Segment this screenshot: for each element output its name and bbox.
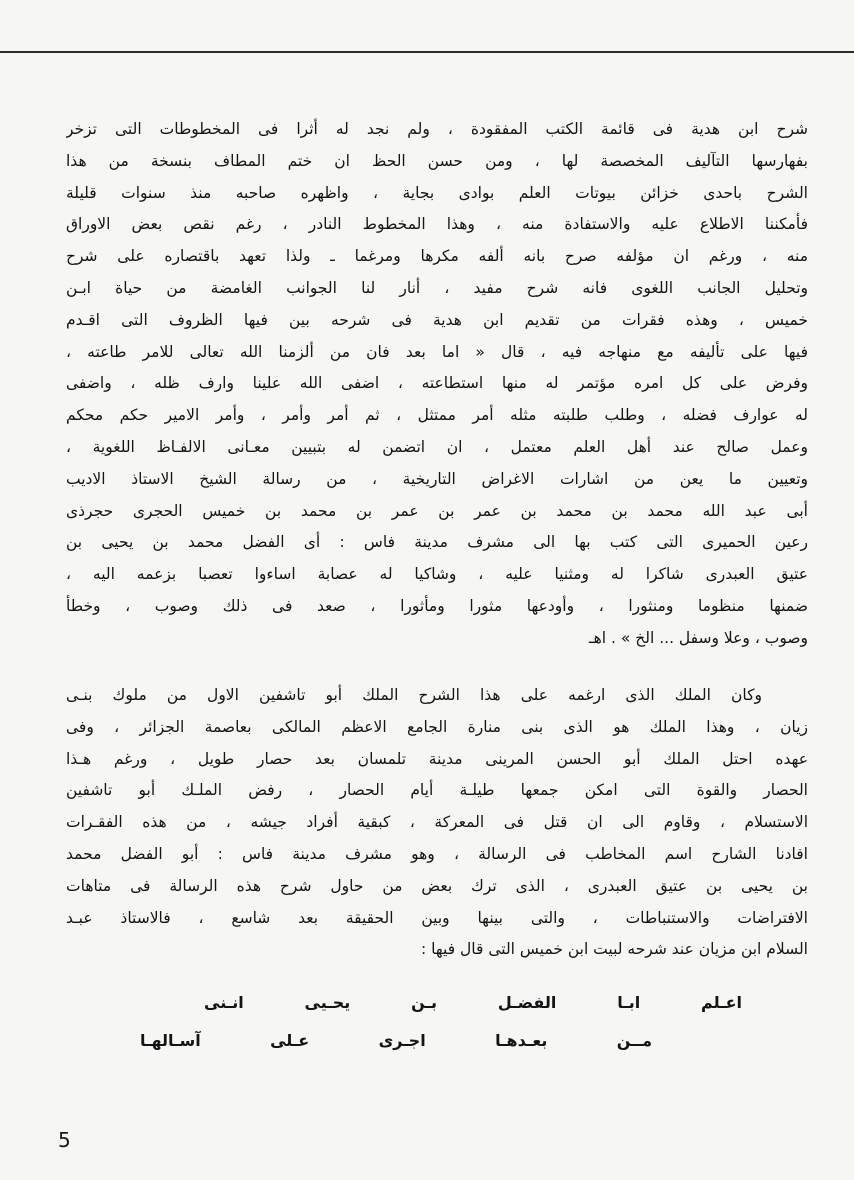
text-line: رعين الحميرى التى كتب بها الى مشرف مدينة فاس : أى الفضل محمد بن يحيى بن — [66, 533, 808, 552]
text-line: وتحليل الجانب اللغوى فانه شرح مفيد ، أنار لنا الجوانب الغامضة من حياة ابـن — [66, 278, 808, 297]
text-line: شرح ابن هدية فى قائمة الكتب المفقودة ، ولم نجد له أثرا فى المخطوطات التى تزخر — [66, 120, 808, 138]
verse-line: اعـلم ابـا الفضـل بـن يحـيى انـنى — [204, 993, 742, 1012]
text-line: الحصار والقوة التى امكن جمعها طيلـة أيام الحصار ، رفض الملـك أبو تاشفين — [66, 781, 808, 800]
body-paragraph-1 — [66, 114, 808, 655]
text-line: وتعيين ما يعن من اشارات الاغراض التاريخية ، من رسالة الشيخ الاستاذ الاديب — [66, 469, 808, 488]
text-line: أبى عبد الله محمد بن محمد بن عمر بن عمر بن محمد بن خميس الحجرى حجرذى — [66, 501, 808, 520]
text-line: افادنا الشارح اسم المخاطب فى الرسالة ، وهو مشرف مدينة فاس : أبو الفضل محمد — [66, 844, 808, 863]
header-rule — [0, 51, 854, 53]
text-line: بفهارسها التآليف المخصصة لها ، ومن حسن الحظ ان ختم المطاف بنسخة من هذا — [66, 151, 808, 170]
text-line: عهده احتل الملك أبو الحسن المرينى مدينة تلمسان بعد حصار طويل ، ورغم هـذا — [66, 749, 808, 768]
text-line: فيها على تأليفه مع منهاجه فيه ، قال « اما بعد فان من ألزمنا الله تعالى للامر طاعته ، — [66, 342, 808, 361]
body-paragraph-2 — [66, 680, 808, 966]
text-line: زيان ، وهذا الملك هو الذى بنى منارة الجامع الاعظم المالكى بعاصمة الجزائر ، وفى — [66, 717, 808, 736]
text-line: منه ، ورغم ان مؤلفه صرح بانه ألفه مكرها ومرغما ـ ولذا تعهد باقتصاره على شرح — [66, 247, 808, 266]
page-number: 5 — [58, 1128, 71, 1152]
text-line: وصوب ، وعلا وسفل ... الخ » . اهـ — [589, 628, 808, 647]
text-line: بن يحيى بن عتيق العبدرى ، الذى ترك بعض من حاول شرح هذه الرسالة فى متاهات — [66, 876, 808, 895]
text-line: فأمكننا الاطلاع عليه والاستفادة منه ، وهذا المخطوط النادر ، رغم نقص بعض الاوراق — [66, 215, 808, 234]
text-line: خميس ، وهذه فقرات من تقديم ابن هدية فى شرحه بين فيها الظروف التى اقـدم — [66, 310, 808, 329]
verse-line: مــن بعـدهـا اجـرى عـلى آسـالهـا — [140, 1031, 652, 1050]
text-line: الافتراضات والاستنباطات ، والتى بينها وبين الحقيقة بعد شاسع ، فالاستاذ عبـد — [66, 908, 808, 927]
text-line: وكان الملك الذى ارغمه على هذا الشرح الملك أبو تاشفين الاول من ملوك بنـى — [66, 686, 762, 704]
text-line: له عوارف فضله ، وطلب طلبته مثله أمر ممتثل ، ثم أمر وأمر ، وأمر الامير حكم محكم — [66, 406, 808, 425]
text-line: وعمل صالح عند أهل العلم معتمل ، ان اتضمن له بتبيين معـانى الالفـاظ اللغوية ، — [66, 437, 808, 456]
text-line: عتيق العبدرى شاكرا له ومثنيا عليه ، وشاكيا له عصابة اساءوا تعصبا بزعمه اليه ، — [66, 565, 808, 584]
text-line: ضمنها منظوما ومنثورا ، وأودعها مثورا ومأثورا ، صعد فى ذلك وصوب ، وخطأ — [66, 596, 808, 615]
text-line: الاستسلام ، وقاوم الى ان قتل فى المعركة ، كبقية أفراد جيشه ، من هذه الفقـرات — [66, 813, 808, 832]
text-line: وفرض على كل امره مؤتمر له منها استطاعته ، اضفى الله علينا وارف ظله ، واضفى — [66, 374, 808, 393]
text-line: الشرح باحدى خزائن بيوتات العلم بوادى بجاية ، واظهره صاحبه منذ سنوات قليلة — [66, 183, 808, 202]
text-line: السلام ابن مزيان عند شرحه لبيت ابن خميس التى قال فيها : — [421, 940, 808, 959]
